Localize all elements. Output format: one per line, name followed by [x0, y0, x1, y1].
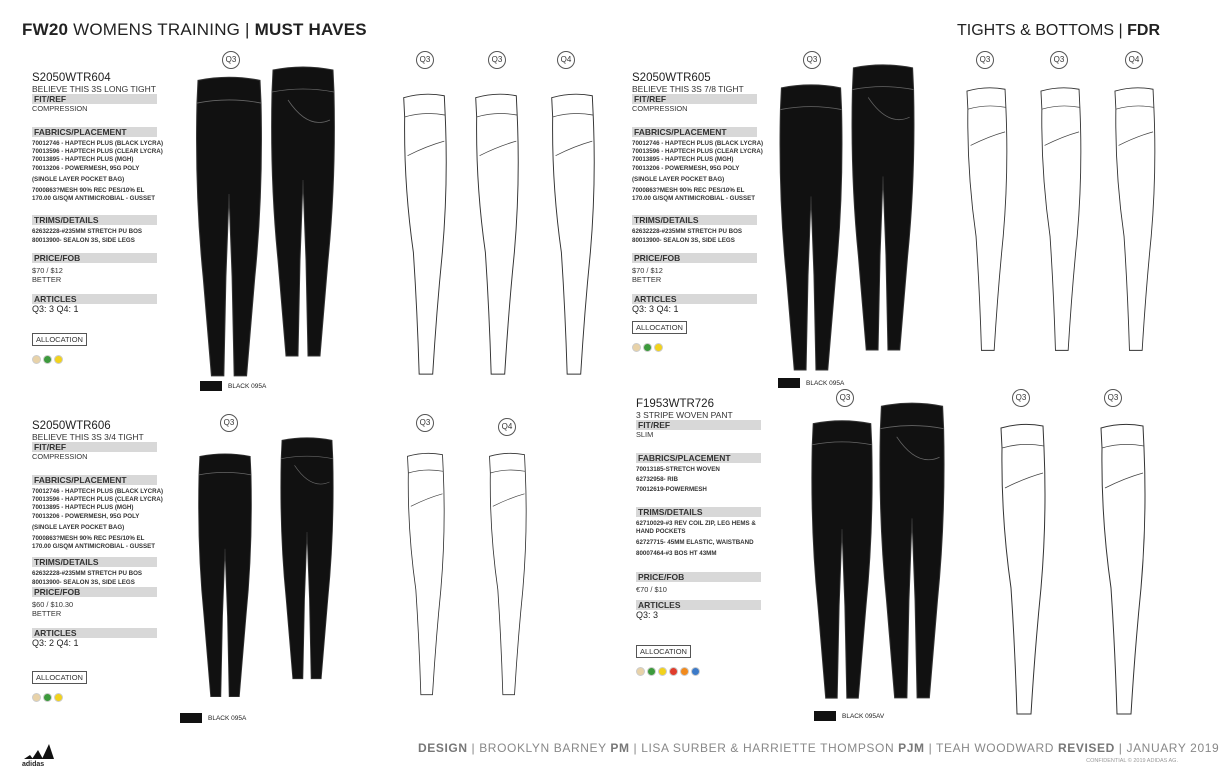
fabric-line: 70013895 - HAPTECH PLUS (MGH): [32, 156, 134, 164]
articles-section-label: ARTICLES: [32, 628, 157, 638]
color-chip: [778, 378, 800, 388]
allocation-dot: [691, 667, 700, 676]
pant-side-sketch: [990, 418, 1054, 718]
quarter-badge: Q3: [220, 414, 238, 432]
trim-line: HAND POCKETS: [636, 527, 686, 535]
articles-section-label: ARTICLES: [636, 600, 761, 610]
price-section-label: PRICE/FOB: [32, 253, 157, 263]
quarter-badge: Q3: [416, 414, 434, 432]
price-tier: BETTER: [632, 274, 662, 284]
allocation-dot: [647, 667, 656, 676]
fabric-line: 7000863?MESH 90% REC PES/10% EL: [632, 187, 745, 195]
tight-side-sketch: [958, 82, 1014, 354]
trim-line: 80007464-#3 BOS HT 43MM: [636, 550, 717, 558]
trim-line: 62727715- 45MM ELASTIC, WAISTBAND: [636, 539, 754, 547]
price-section-label: PRICE/FOB: [32, 587, 157, 597]
fabric-line: 70012746 - HAPTECH PLUS (BLACK LYCRA): [32, 488, 164, 495]
tight-side-sketch: [1106, 82, 1162, 354]
credits-footer: DESIGN | BROOKLYN BARNEY PM | LISA SURBER & HARRIETTE THOMPSON PJM | TEAH WOODWARD REVISED | JANUARY 2019: [418, 741, 1219, 755]
fabric-line: 170.00 G/SQM ANTIMICROBIAL - GUSSET: [32, 195, 156, 203]
colorway-swatch: [778, 378, 844, 388]
tight-side-sketch: [393, 448, 457, 698]
fabric-line: 70012746 - HAPTECH PLUS (BLACK LYCRA): [32, 140, 164, 147]
allocation-label: ALLOCATION: [32, 671, 87, 684]
trims-section-label: TRIMS/DETAILS: [32, 557, 157, 567]
price-section-label: PRICE/FOB: [632, 253, 757, 263]
pm-names: LISA SURBER & HARRIETTE THOMPSON: [641, 741, 895, 755]
sku-label: F1953WTR726: [636, 398, 714, 410]
tight-side-sketch: [470, 88, 522, 378]
allocation-dots: [32, 689, 182, 699]
fabric-line: (SINGLE LAYER POCKET BAG): [632, 175, 725, 183]
fabric-line: (SINGLE LAYER POCKET BAG): [32, 175, 125, 183]
fabric-line: 62732958- RIB: [636, 476, 678, 484]
fabric-line: 70013206 - POWERMESH, 95G POLY: [32, 512, 140, 520]
allocation-dot: [54, 693, 63, 702]
allocation-dot: [43, 355, 52, 364]
trim-line: 62632228-#235MM STRETCH PU BOS: [632, 228, 743, 236]
color-chip: [814, 711, 836, 721]
spec-block-605: [632, 72, 782, 349]
fabric-line: 70013596 - HAPTECH PLUS (CLEAR LYCRA): [32, 496, 163, 504]
page-section-title: [957, 22, 1160, 40]
colorway-label: BLACK 095A: [208, 714, 247, 722]
trims-section-label: TRIMS/DETAILS: [632, 215, 757, 225]
allocation-dot: [632, 343, 641, 352]
allocation-dot: [654, 343, 663, 352]
colorway-label: BLACK 095A: [228, 382, 267, 390]
spec-block-604: [32, 72, 182, 361]
quarter-badge: Q4: [498, 418, 516, 436]
fabric-line: 70013185-STRETCH WOVEN: [636, 466, 720, 473]
allocation-dot: [669, 667, 678, 676]
fit-value: COMPRESSION: [632, 104, 688, 113]
articles-value: Q3: 3 Q4: 1: [632, 303, 679, 314]
fabrics-list: [32, 140, 182, 203]
fit-value: COMPRESSION: [32, 452, 88, 461]
color-chip: [180, 713, 202, 723]
revised-label: REVISED: [1057, 741, 1115, 755]
allocation-dots: [32, 351, 182, 361]
revised-date: JANUARY 2019: [1126, 741, 1219, 755]
trim-line: 62632228-#235MM STRETCH PU BOS: [32, 570, 143, 578]
allocation-dot: [636, 667, 645, 676]
fabric-line: 70013895 - HAPTECH PLUS (MGH): [32, 504, 134, 512]
articles-section-label: ARTICLES: [632, 294, 757, 304]
season-label: FW20: [22, 20, 69, 39]
tight-front-sketch: [180, 448, 270, 700]
fabric-line: 70013895 - HAPTECH PLUS (MGH): [632, 156, 734, 164]
price-value: $70 / $12: [32, 265, 63, 275]
allocation-dot: [32, 693, 41, 702]
quarter-badge: Q4: [1125, 51, 1143, 69]
design-label: DESIGN: [418, 741, 468, 755]
product-name: 3 STRIPE WOVEN PANT: [636, 410, 733, 420]
designer-name: BROOKLYN BARNEY: [479, 741, 607, 755]
fabrics-list: [632, 140, 782, 203]
tight-front-sketch: [188, 70, 270, 380]
pjm-name: TEAH WOODWARD: [936, 741, 1055, 755]
quarter-badge: Q3: [416, 51, 434, 69]
trim-line: 80013900- SEALON 3S, SIDE LEGS: [32, 236, 135, 244]
trim-line: 80013900- SEALON 3S, SIDE LEGS: [32, 578, 135, 586]
fabric-line: 70013596 - HAPTECH PLUS (CLEAR LYCRA): [32, 148, 163, 156]
title-separator: |: [245, 20, 250, 39]
fabric-line: 70013206 - POWERMESH, 95G POLY: [632, 164, 740, 172]
quarter-badge: Q3: [1012, 389, 1030, 407]
price-tier: BETTER: [32, 274, 62, 284]
sku-label: S2050WTR604: [32, 72, 111, 84]
trim-line: 62632228-#235MM STRETCH PU BOS: [32, 228, 143, 236]
fabric-line: 70012746 - HAPTECH PLUS (BLACK LYCRA): [632, 140, 764, 147]
allocation-dot: [54, 355, 63, 364]
page-title: [22, 20, 367, 40]
articles-value: Q3: 2 Q4: 1: [32, 637, 79, 648]
fabric-line: 70013596 - HAPTECH PLUS (CLEAR LYCRA): [632, 148, 763, 156]
allocation-dot: [32, 355, 41, 364]
section-code: FDR: [1127, 22, 1160, 39]
trims-section-label: TRIMS/DETAILS: [636, 507, 761, 517]
allocation-dot: [43, 693, 52, 702]
tight-side-sketch: [1032, 82, 1088, 354]
tight-side-sketch: [398, 88, 450, 378]
quarter-badge: Q3: [976, 51, 994, 69]
fabric-line: (SINGLE LAYER POCKET BAG): [32, 523, 125, 531]
fit-value: COMPRESSION: [32, 104, 88, 113]
allocation-label: ALLOCATION: [632, 321, 687, 334]
colorway-swatch: [180, 713, 246, 723]
articles-value: Q3: 3 Q4: 1: [32, 303, 79, 314]
allocation-label: ALLOCATION: [32, 333, 87, 346]
tight-front-sketch: [770, 78, 852, 374]
tight-side-sketch: [475, 448, 539, 698]
allocation-dot: [680, 667, 689, 676]
fit-value: SLIM: [636, 430, 654, 439]
articles-value: Q3: 3: [636, 610, 659, 621]
fabric-line: 170.00 G/SQM ANTIMICROBIAL - GUSSET: [632, 195, 756, 203]
tight-back-sketch: [262, 432, 352, 682]
price-value: €70 / $10: [636, 585, 667, 595]
colorway-swatch: [814, 711, 884, 721]
logo-wordmark: adidas: [22, 761, 45, 768]
fit-section-label: FIT/REF: [32, 442, 157, 452]
color-chip: [200, 381, 222, 391]
price-value: $70 / $12: [632, 265, 663, 275]
spec-block-726: [636, 398, 786, 673]
subtitle-label: MUST HAVES: [254, 20, 367, 39]
allocation-dots: [632, 339, 782, 349]
fit-section-label: FIT/REF: [32, 94, 157, 104]
pm-label: PM: [610, 741, 630, 755]
quarter-badge: Q3: [1104, 389, 1122, 407]
fabric-line: 7000863?MESH 90% REC PES/10% EL: [32, 187, 145, 195]
price-tier: BETTER: [32, 608, 62, 618]
fabrics-list: [32, 488, 182, 551]
product-name: BELIEVE THIS 3S 3/4 TIGHT: [32, 432, 144, 442]
pant-back-sketch: [866, 396, 958, 702]
category-label: WOMENS TRAINING: [73, 20, 241, 39]
fabric-line: 170.00 G/SQM ANTIMICROBIAL - GUSSET: [32, 543, 156, 551]
tight-side-sketch: [546, 88, 598, 378]
fabric-line: 70012619-POWERMESH: [636, 486, 707, 494]
product-name: BELIEVE THIS 3S 7/8 TIGHT: [632, 84, 744, 94]
fabrics-section-label: FABRICS/PLACEMENT: [32, 475, 157, 485]
quarter-badge: Q4: [557, 51, 575, 69]
fit-section-label: FIT/REF: [636, 420, 761, 430]
trim-line: 80013900- SEALON 3S, SIDE LEGS: [632, 236, 735, 244]
articles-section-label: ARTICLES: [32, 294, 157, 304]
product-name: BELIEVE THIS 3S LONG TIGHT: [32, 84, 156, 94]
sku-label: S2050WTR605: [632, 72, 711, 84]
section-category: TIGHTS & BOTTOMS: [957, 22, 1115, 39]
tight-back-sketch: [262, 60, 344, 360]
fabrics-section-label: FABRICS/PLACEMENT: [636, 453, 761, 463]
adidas-logo-icon: [22, 741, 56, 761]
fabrics-section-label: FABRICS/PLACEMENT: [32, 127, 157, 137]
colorway-label: BLACK 095AV: [842, 712, 885, 720]
quarter-badge: Q3: [222, 51, 240, 69]
allocation-dot: [658, 667, 667, 676]
confidential-notice: CONFIDENTIAL © 2019 ADIDAS AG.: [1086, 758, 1178, 764]
allocation-dots: [636, 663, 786, 673]
fabric-line: 7000863?MESH 90% REC PES/10% EL: [32, 535, 145, 543]
trim-line: 62710029-#3 REV COIL ZIP, LEG HEMS &: [636, 519, 756, 527]
trims-section-label: TRIMS/DETAILS: [32, 215, 157, 225]
quarter-badge: Q3: [488, 51, 506, 69]
colorway-label: BLACK 095A: [806, 379, 845, 387]
sku-label: S2050WTR606: [32, 420, 111, 432]
allocation-dot: [643, 343, 652, 352]
quarter-badge: Q3: [803, 51, 821, 69]
fabrics-section-label: FABRICS/PLACEMENT: [632, 127, 757, 137]
colorway-swatch: [200, 381, 266, 391]
section-separator: |: [1118, 22, 1123, 39]
price-section-label: PRICE/FOB: [636, 572, 761, 582]
spec-block-606: [32, 420, 182, 699]
quarter-badge: Q3: [1050, 51, 1068, 69]
pant-side-sketch: [1090, 418, 1154, 718]
tight-back-sketch: [842, 58, 924, 354]
fabric-line: 70013206 - POWERMESH, 95G POLY: [32, 164, 140, 172]
quarter-badge: Q3: [836, 389, 854, 407]
allocation-label: ALLOCATION: [636, 645, 691, 658]
pjm-label: PJM: [898, 741, 925, 755]
fit-section-label: FIT/REF: [632, 94, 757, 104]
price-value: $60 / $10.30: [32, 599, 74, 609]
